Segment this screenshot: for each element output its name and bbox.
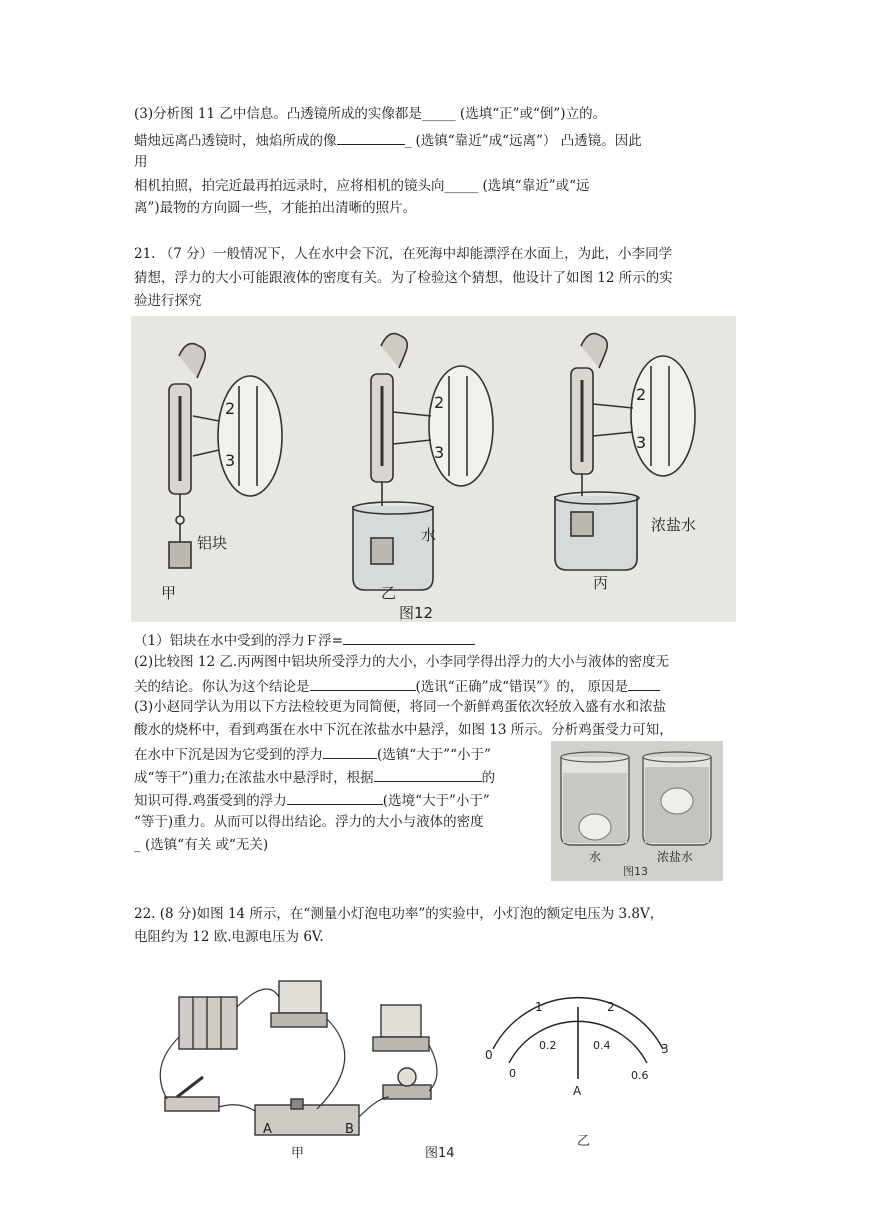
figure-13-illustration (551, 741, 723, 881)
egg-brine (661, 788, 693, 814)
q20-line-2a: 蜡烛远离凸透镜时，烛焰所成的像 (134, 133, 337, 149)
q21-part-3b: 酸水的烧杯中，看到鸡蛋在水中下沉在浓盐水中悬浮，如图 13 所示。分析鸡蛋受力可知， (134, 722, 673, 738)
q21-part-3d (134, 767, 495, 787)
q21-part-3c-2: (选镇“大于”“小于” (377, 747, 491, 763)
q21-part-3a: (3)小赵同学认为用以下方法检较更为同简便，将同一个新鲜鸡蛋依次轻放入盛有水和浓盐 (134, 699, 667, 715)
q22-intro-2: 电阻约为 12 欧.电源电压为 6V. (134, 929, 324, 945)
figure-12-caption: 图12 (399, 604, 434, 622)
ammeter (271, 981, 327, 1027)
q21-part-3e (134, 790, 490, 810)
label-yi: 乙 (577, 1134, 591, 1149)
rheostat-terminal-a: A (263, 1122, 272, 1137)
q21-part-3d-2: 的 (481, 770, 496, 786)
q20-line-2 (134, 130, 642, 150)
q20-line-1: (3)分析图 11 乙中信息。凸透镜所成的实像都是_____ (选填“正”或“倒”)立的。 (134, 106, 607, 122)
dial-outer-tick-2: 2 (607, 1000, 615, 1014)
answer-blank[interactable] (323, 744, 377, 759)
q21-part-3d-1: 成“等干”)重力;在浓盐水中悬浮时，根据 (134, 770, 374, 786)
dial-outer-tick-0: 0 (485, 1048, 493, 1062)
scale-label-2: 2 (636, 385, 647, 404)
dial-inner-tick-0-2: 0.2 (539, 1039, 557, 1052)
scale-label-2: 2 (434, 393, 445, 412)
rheostat-terminal-b: B (345, 1122, 354, 1137)
q21-intro-2: 猜想，浮力的大小可能跟液体的密度有关。为了检验这个猜想，他设计了如图 12 所示的实 (134, 270, 673, 286)
figure-13 (551, 741, 723, 881)
q21-part-3e-1: 知识可得.鸡蛋受到的浮力 (134, 793, 287, 809)
answer-blank[interactable] (287, 790, 383, 805)
figure-14-illustration (131, 967, 683, 1165)
q21-part-3c-1: 在水中下沉是因为它受到的浮力 (134, 747, 323, 763)
answer-blank[interactable] (374, 767, 482, 782)
q21-part-3f: “等于)重力。从而可以得出结论。浮力的大小与液体的密度 (134, 814, 484, 830)
egg-water (579, 814, 611, 840)
dial-inner-tick-0-4: 0.4 (593, 1039, 611, 1052)
q21-part-2b-2: (选讯“正确”成“错误”》的， 原因是 (415, 679, 629, 695)
q20-line-5: 离”)最物的方向圆一些，才能拍出清晰的照片。 (134, 200, 417, 216)
label-aluminum-block: 铝块 (197, 534, 228, 552)
figure-14 (131, 967, 683, 1165)
dial-outer-tick-1: 1 (535, 1000, 543, 1014)
answer-blank[interactable] (310, 676, 416, 691)
dial-inner-tick-0-6: 0.6 (631, 1069, 649, 1082)
q21-part-2b (134, 676, 660, 696)
scale-label-2: 2 (225, 399, 236, 418)
dial-outer-tick-3: 3 (661, 1042, 669, 1056)
scale-label-3: 3 (636, 433, 647, 452)
q21-part-2b-1: 关的结论。你认为这个结论是 (134, 679, 310, 695)
q21-intro-1: 21. （7 分）一般情况下，人在水中会下沉，在死海中却能漂浮在水面上，为此，小李同学 (134, 246, 673, 262)
answer-blank[interactable] (343, 630, 475, 645)
dial-inner-tick-0: 0 (509, 1067, 516, 1080)
label-yi: 乙 (381, 584, 397, 602)
label-jia: 甲 (291, 1146, 305, 1161)
q21-intro-3: 验进行探究 (134, 293, 202, 309)
figure-12-illustration (131, 316, 736, 622)
battery (179, 997, 237, 1049)
q20-line-2b: _ (选镇“靠近”成“远离”） 凸透镜。因此 (404, 133, 642, 149)
q21-part-3c (134, 744, 491, 764)
dial-unit: A (573, 1084, 582, 1098)
figure-13-caption: 图13 (623, 865, 648, 878)
q21-part-1 (134, 630, 475, 650)
label-bing: 丙 (593, 574, 609, 592)
q20-line-4: 相机拍照，拍完近最再拍远录时，应将相机的镜头向_____ (选填“靠近”或“远 (134, 178, 590, 194)
label-jia: 甲 (161, 584, 177, 602)
answer-blank[interactable] (628, 676, 660, 691)
voltmeter (373, 1005, 429, 1051)
q21-part-3e-2: (选境“大于”小于” (382, 793, 490, 809)
fig13-label-water: 水 (589, 850, 602, 864)
q22-intro-1: 22. (8 分)如图 14 所示，在“测量小灯泡电功率”的实验中，小灯泡的额定电压为 3.8V， (134, 906, 664, 922)
figure-14-caption: 图14 (425, 1146, 455, 1161)
q21-part-1-text: （1）铝块在水中受到的浮力Ｆ浮= (134, 633, 343, 649)
label-brine: 浓盐水 (651, 516, 697, 534)
answer-blank[interactable] (337, 130, 405, 145)
figure-12 (131, 316, 736, 622)
q21-part-3g: _ (选镇“有关 或“无关) (134, 837, 269, 853)
label-water: 水 (421, 526, 437, 544)
scale-label-3: 3 (225, 451, 236, 470)
q21-part-2a: (2)比较图 12 乙.丙两图中铝块所受浮力的大小，小李同学得出浮力的大小与液体的密度无 (134, 654, 670, 670)
scale-label-3: 3 (434, 443, 445, 462)
fig13-label-brine: 浓盐水 (657, 850, 694, 864)
q20-line-3: 用 (134, 154, 148, 170)
